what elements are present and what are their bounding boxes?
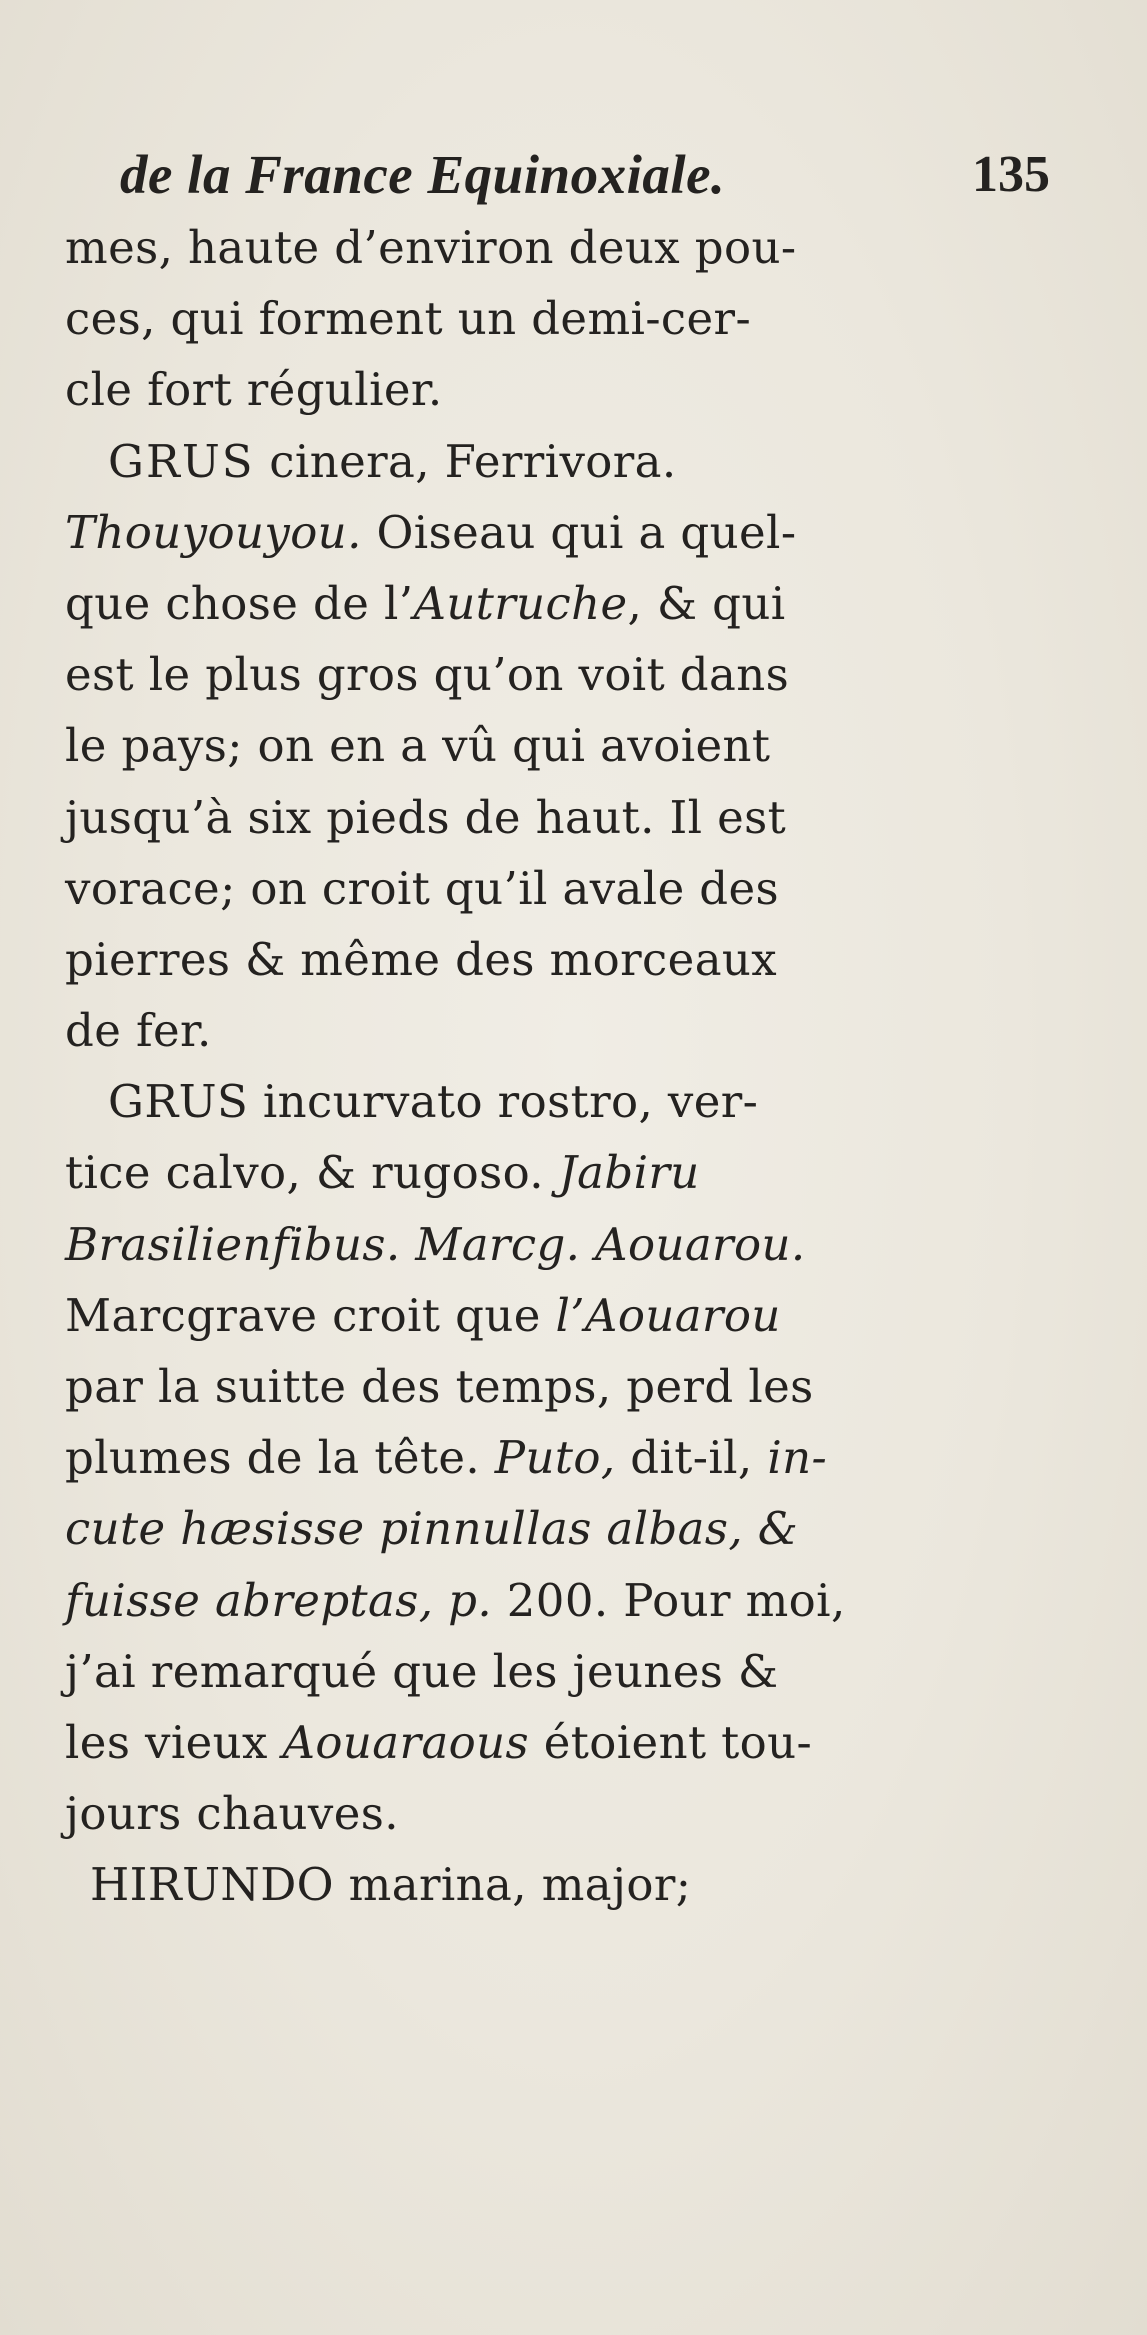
text-run: mes, haute d’environ deux pou-: [65, 221, 797, 274]
text-line: [50, 1707, 1070, 1778]
text-run: étoient tou-: [529, 1715, 813, 1769]
text-line: [50, 1422, 1070, 1493]
italic-text: fuisse abreptas, p.: [65, 1573, 493, 1627]
page-number: 135: [972, 146, 1050, 203]
text-run: vorace; on croit qu’il avale des: [65, 861, 780, 915]
text-line: [50, 1636, 1070, 1707]
text-run: j’ai remarqué que les jeunes &: [65, 1644, 779, 1698]
text-run: jours chauves.: [65, 1787, 399, 1841]
text-line: [50, 354, 1070, 425]
text-line: [50, 639, 1070, 710]
italic-text: in-: [767, 1431, 828, 1485]
text-line: [50, 568, 1070, 639]
text-line: [50, 283, 1070, 354]
text-run: cinera, Ferrivora.: [254, 434, 677, 488]
text-run: 200. Pour moi,: [492, 1573, 846, 1627]
text-run: de fer.: [65, 1004, 212, 1058]
text-line: [50, 1209, 1070, 1280]
text-run: que chose de l’: [65, 576, 414, 630]
text-line: [50, 1351, 1070, 1422]
text-run: HIRUNDO marina, major;: [90, 1858, 692, 1912]
text-line: [50, 710, 1070, 781]
text-line: [50, 1849, 1070, 1920]
text-line: [50, 1493, 1070, 1564]
text-run: jusqu’à six pieds de haut. Il est: [65, 790, 787, 844]
page-header: [120, 140, 1050, 210]
italic-text: Aouaraous: [282, 1715, 530, 1769]
text-line: [50, 1778, 1070, 1849]
text-line: [50, 1066, 1070, 1137]
italic-text: cute hæsisse pinnullas albas, &: [65, 1502, 799, 1556]
text-line: [50, 1280, 1070, 1351]
text-run: cle fort régulier.: [65, 363, 443, 417]
text-run: , & qui: [627, 576, 786, 630]
text-line: [50, 853, 1070, 924]
text-line: [50, 426, 1070, 497]
italic-text: Brasilienfibus. Marcg. Aouarou.: [65, 1217, 806, 1271]
text-line: [50, 995, 1070, 1066]
body-text: [50, 212, 1070, 1921]
text-run: Marcgrave croit que: [65, 1288, 556, 1342]
text-run: le pays; on en a vû qui avoient: [65, 719, 771, 773]
text-line: [50, 782, 1070, 853]
italic-text: l’Aouarou: [555, 1288, 781, 1342]
italic-text: Thouyouyou.: [65, 505, 362, 559]
text-run: GRUS incurvato rostro, ver-: [108, 1075, 759, 1129]
text-run: par la suitte des temps, perd les: [65, 1360, 814, 1413]
text-run: les vieux: [65, 1715, 283, 1769]
text-run: Oiseau qui a quel-: [361, 505, 797, 559]
text-run: tice calvo, & rugoso.: [65, 1146, 559, 1200]
text-run: dit-il,: [615, 1431, 768, 1485]
text-run: pierres & même des morceaux: [65, 932, 778, 986]
text-line: [50, 212, 1070, 283]
text-run: est le plus gros qu’on voit dans: [65, 648, 790, 702]
italic-text: Autruche: [413, 576, 628, 630]
text-line: [50, 1137, 1070, 1208]
running-title: de la France Equinoxiale.: [120, 144, 726, 205]
text-run: GRUS: [108, 434, 255, 488]
text-line: [50, 1565, 1070, 1636]
text-run: plumes de la tête.: [65, 1431, 495, 1485]
text-run: ces, qui forment un demi-cer-: [65, 292, 752, 346]
italic-text: Jabiru: [558, 1146, 700, 1200]
text-line: [50, 497, 1070, 568]
text-line: [50, 924, 1070, 995]
italic-text: Puto,: [494, 1431, 616, 1485]
